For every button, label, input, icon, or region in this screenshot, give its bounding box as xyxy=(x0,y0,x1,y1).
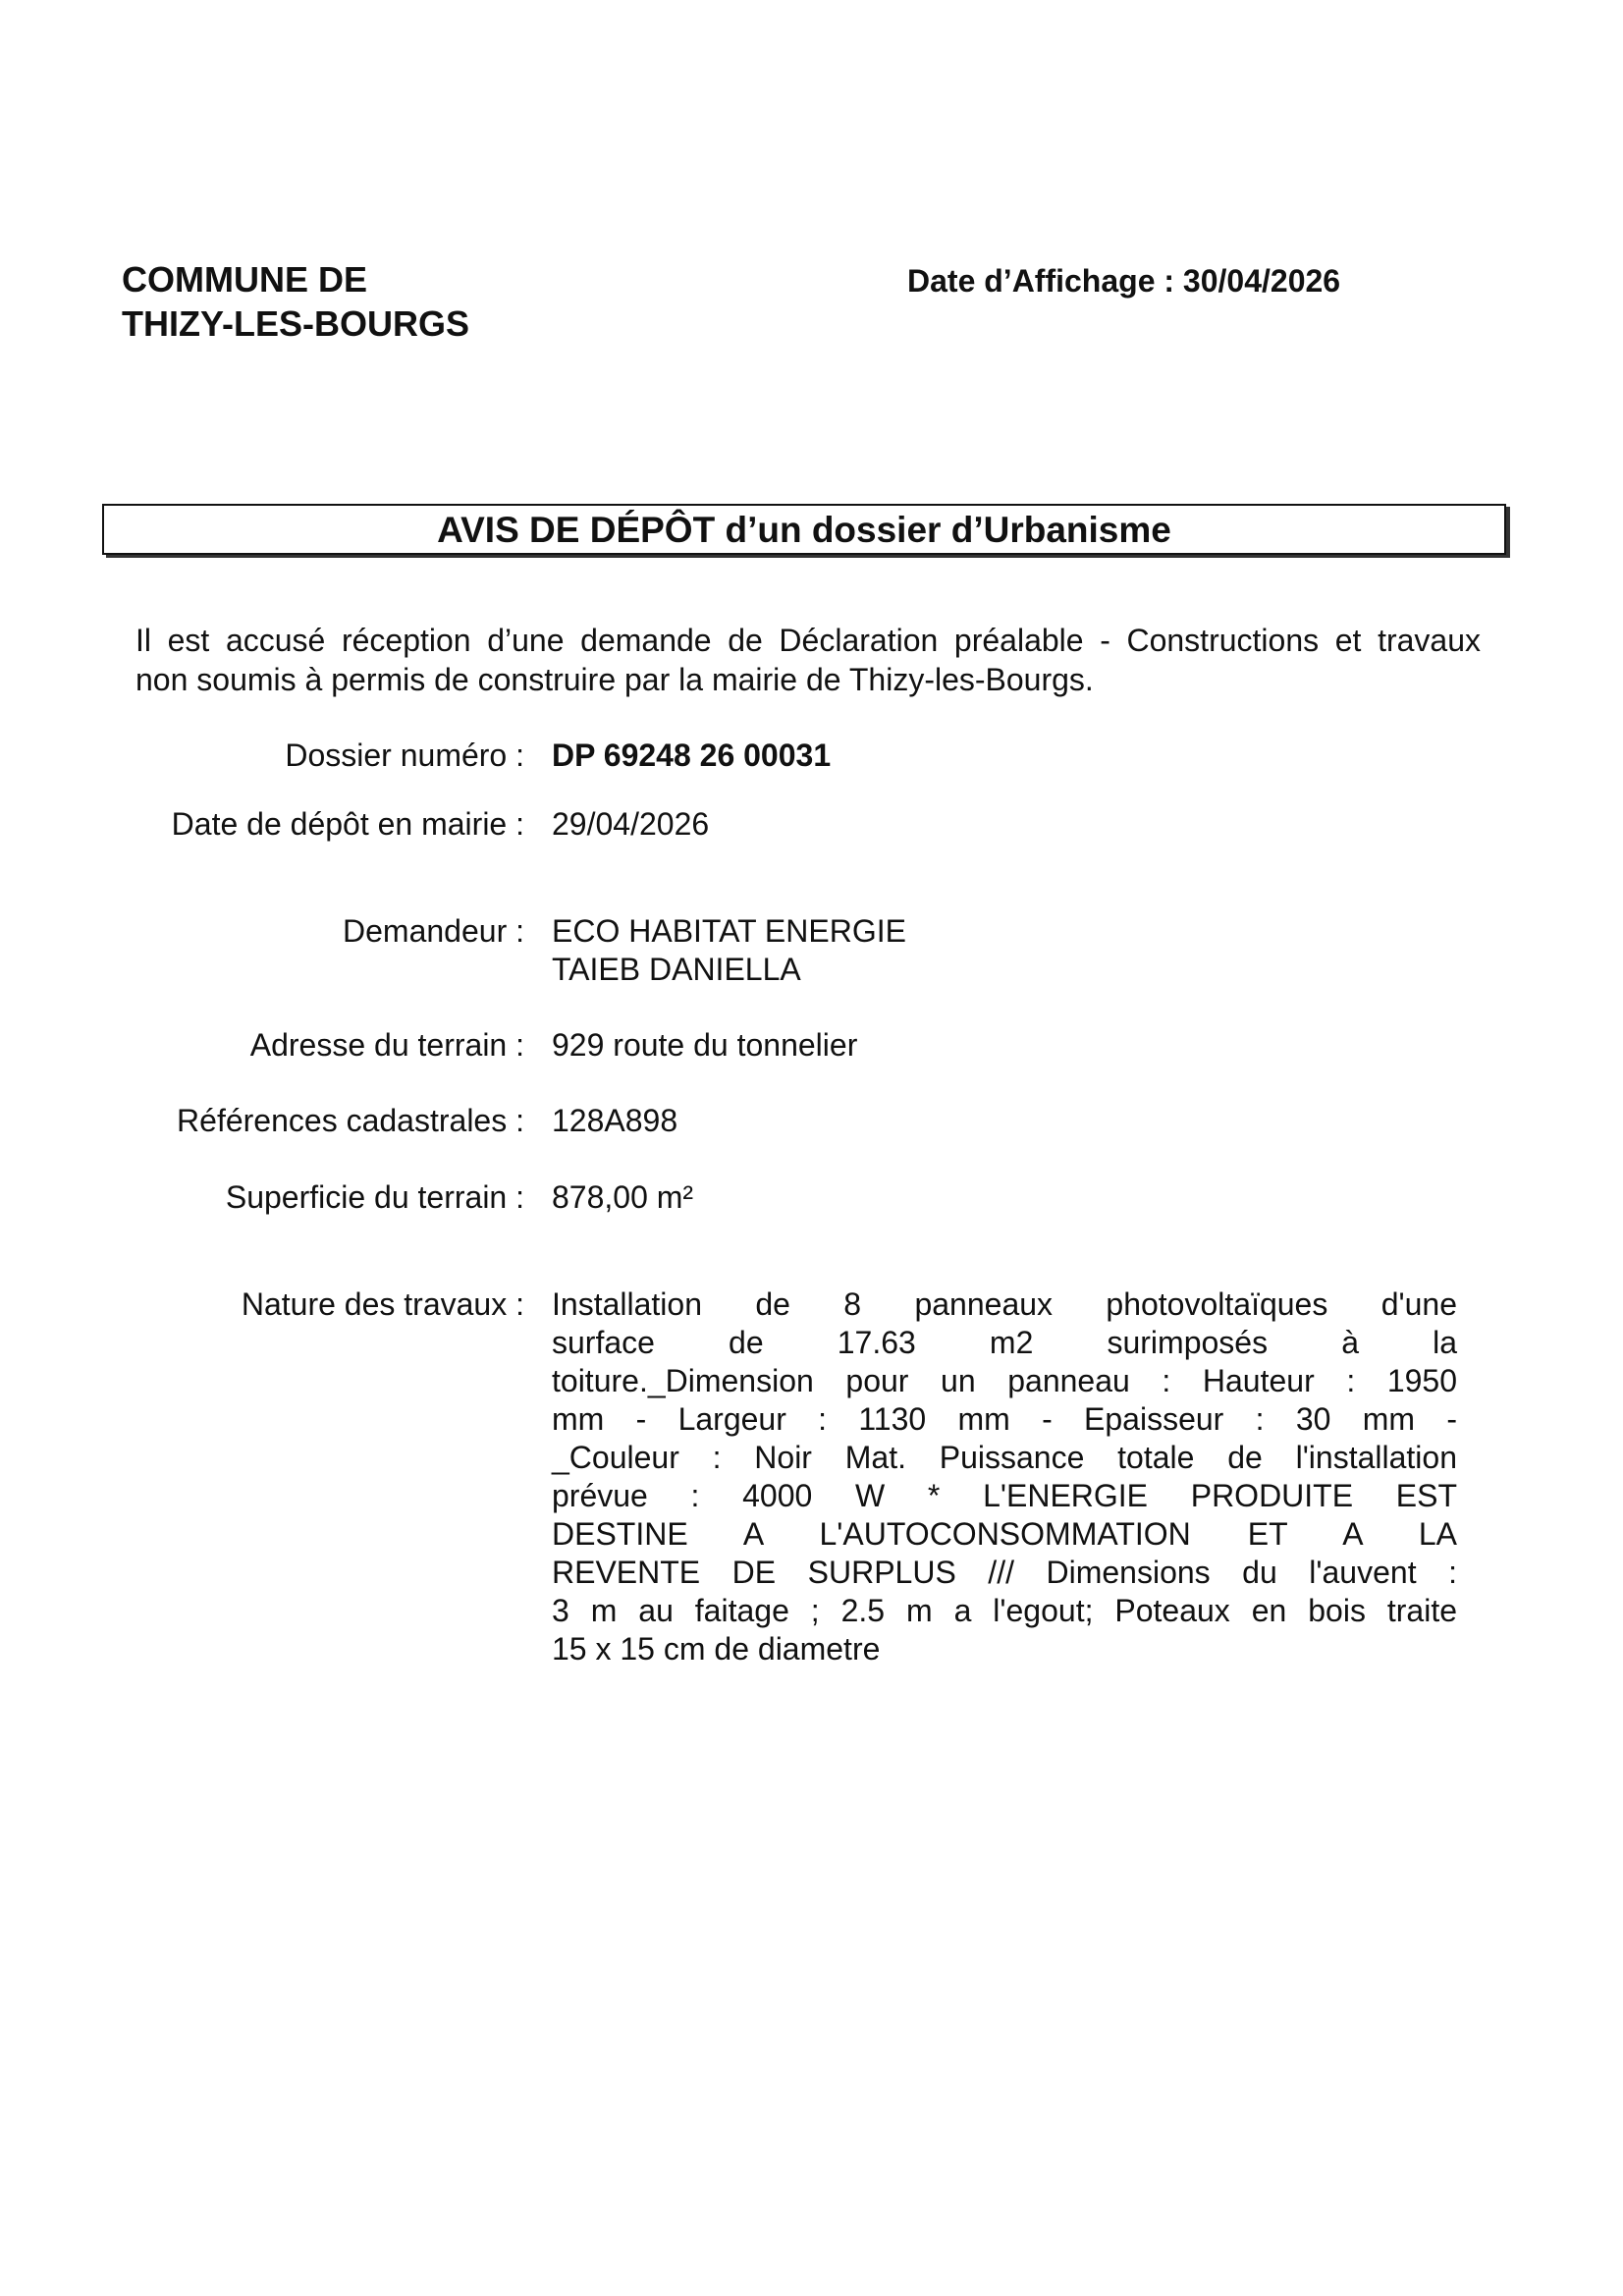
demandeur-line-1: ECO HABITAT ENERGIE xyxy=(552,913,906,949)
intro-paragraph xyxy=(135,621,1481,699)
nature-line: DESTINE A L'AUTOCONSOMMATION ET A LA xyxy=(552,1516,1457,1552)
adresse-value: 929 route du tonnelier xyxy=(552,1027,858,1063)
notice-title: AVIS DE DÉPÔT d’un dossier d’Urbanisme xyxy=(102,504,1506,555)
date-affichage: Date d’Affichage : 30/04/2026 xyxy=(907,263,1341,299)
nature-line: _Couleur : Noir Mat. Puissance totale de l'installation xyxy=(552,1440,1457,1475)
nature-value xyxy=(552,1285,1457,1668)
date-depot-value: 29/04/2026 xyxy=(552,806,710,842)
nature-line: 3 m au faitage ; 2.5 m a l'egout; Poteaux en bois traite xyxy=(552,1593,1457,1628)
nature-label: Nature des travaux : xyxy=(241,1286,524,1322)
dossier-label: Dossier numéro : xyxy=(285,738,524,773)
demandeur-label: Demandeur : xyxy=(343,913,524,949)
nature-line: 15 x 15 cm de diametre xyxy=(552,1631,881,1667)
nature-line: prévue : 4000 W * L'ENERGIE PRODUITE EST xyxy=(552,1478,1457,1513)
references-value: 128A898 xyxy=(552,1103,678,1138)
nature-line: surface de 17.63 m2 surimposés à la xyxy=(552,1325,1457,1360)
dossier-value: DP 69248 26 00031 xyxy=(552,738,832,773)
demandeur-line-2: TAIEB DANIELLA xyxy=(552,952,801,987)
date-depot-label: Date de dépôt en mairie : xyxy=(171,806,524,842)
superficie-value: 878,00 m² xyxy=(552,1179,694,1215)
references-label: Références cadastrales : xyxy=(177,1103,524,1138)
intro-line-2: non soumis à permis de construire par la mairie de Thizy-les-Bourgs. xyxy=(135,662,1094,697)
nature-line: Installation de 8 panneaux photovoltaïques d'une xyxy=(552,1286,1457,1322)
nature-line: toiture._Dimension pour un panneau : Hauteur : 1950 xyxy=(552,1363,1457,1398)
nature-line: mm - Largeur : 1130 mm - Epaisseur : 30 mm - xyxy=(552,1401,1457,1437)
demandeur-value xyxy=(552,912,1457,989)
superficie-label: Superficie du terrain : xyxy=(225,1179,524,1215)
commune-line-1: COMMUNE DE xyxy=(122,259,367,300)
commune-name xyxy=(122,257,469,346)
intro-line-1: Il est accusé réception d’une demande de Déclaration préalable - Constructions et travaux xyxy=(135,623,1481,658)
nature-line: REVENTE DE SURPLUS /// Dimensions du l'auvent : xyxy=(552,1555,1457,1590)
commune-line-2: THIZY-LES-BOURGS xyxy=(122,303,470,344)
adresse-label: Adresse du terrain : xyxy=(249,1027,524,1063)
